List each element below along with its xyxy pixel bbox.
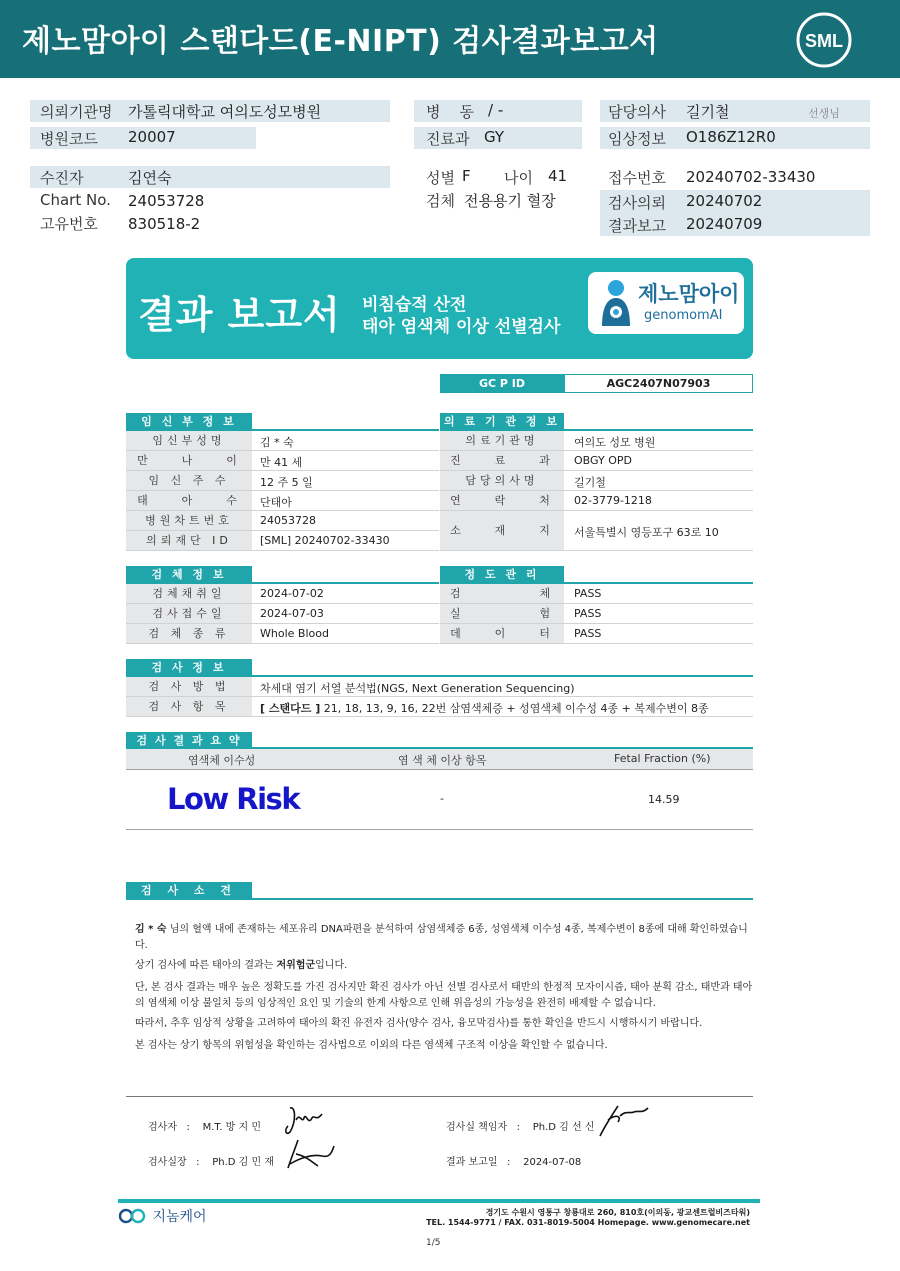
specimen-value: 전용용기 혈장	[464, 192, 556, 210]
row-divider	[440, 643, 753, 644]
row-label: 태 아 수	[126, 491, 252, 510]
recipient-label: 수진자	[40, 169, 84, 187]
ward-label: 병 동	[426, 103, 475, 121]
gcpid-value: AGC2407N07903	[564, 374, 753, 393]
gcpid-label: GC P ID	[440, 374, 564, 393]
request-label: 검사의뢰	[608, 194, 666, 212]
unique-label: 고유번호	[40, 215, 98, 233]
row-label: 데 이 터	[440, 624, 564, 643]
receipt-label: 접수번호	[608, 169, 666, 187]
col-aneuploidy: 염색체 이수성	[188, 754, 256, 767]
row-label: 진 료 과	[440, 451, 564, 470]
row-value: 02-3779-1218	[574, 494, 652, 507]
row-label: 소 재 지	[440, 511, 564, 550]
sml-logo	[796, 12, 852, 68]
row-divider	[126, 769, 753, 770]
row-value: 여의도 성모 병원	[574, 436, 656, 449]
row-label: 담당의사명	[440, 471, 564, 490]
opinion-p3: 단, 본 검사 결과는 매우 높은 정확도를 가진 검사지만 확진 검사가 아닌 선별 검사로서 태반의 한정적 모자이시즘, 태아 분획 감소, 태반과 태아의 염색체 이상 불일치 등의 임상적인 요인 및 기술의 한계 사항으로 인해 위음성의 가능성을 완전히 배제할 수 없습니다.	[135, 982, 753, 1009]
doctor-value: 길기철	[686, 103, 730, 121]
page-number: 1/5	[426, 1238, 441, 1248]
chart-value: 24053728	[128, 192, 205, 210]
tester-label: 검사자 : M.T. 방 지 민	[148, 1122, 262, 1133]
col-abnormal: 염 색 체 이상 항목	[398, 754, 487, 767]
row-value: PASS	[574, 607, 602, 620]
footer-address: 경기도 수원시 영통구 창룡대로 260, 810호(이의동, 광교센트럴비즈타워)	[485, 1208, 750, 1217]
result-banner	[126, 258, 753, 359]
row-label: 의료기관명	[440, 431, 564, 450]
doctor-suffix: 선생님	[808, 107, 840, 120]
method-value: 차세대 염기 서열 분석법(NGS, Next Generation Sequencing)	[260, 682, 575, 695]
row-value: Whole Blood	[260, 627, 329, 640]
footer-contact: TEL. 1544-9771 / FAX. 031-8019-5004 Homepage. www.genomecare.net	[426, 1218, 750, 1227]
report-date-label: 결과보고	[608, 217, 666, 235]
report-title: 제노맘아이 스탠다드(E-NIPT) 검사결과보고서	[22, 24, 659, 59]
age-label: 나이	[504, 169, 533, 187]
row-divider	[126, 716, 753, 717]
row-value: 단태아	[260, 496, 292, 509]
receipt-value: 20240702-33430	[686, 168, 816, 186]
genomom-logo	[588, 272, 744, 334]
row-label: 병원차트번호	[126, 511, 252, 530]
age-value: 41	[548, 167, 568, 185]
row-divider	[440, 550, 753, 551]
summary-title: 검 사 결 과 요 약	[126, 732, 252, 749]
chart-label: Chart No.	[40, 191, 111, 209]
summary-header	[126, 749, 753, 769]
row-value: 김 * 숙	[260, 436, 294, 449]
row-label: 임 신 주 수	[126, 471, 252, 490]
row-value: 12 주 5 일	[260, 476, 313, 489]
row-value: 2024-07-02	[260, 587, 324, 600]
row-label: 만 나 이	[126, 451, 252, 470]
recipient-row	[30, 166, 390, 188]
request-value: 20240702	[686, 192, 763, 210]
clinical-label: 임상정보	[608, 130, 666, 148]
recipient-value: 김연숙	[128, 169, 172, 187]
col-fetal-fraction: Fetal Fraction (%)	[614, 752, 711, 765]
pregnant-info-title: 임 신 부 정 보	[126, 413, 252, 430]
banner-title: 결과 보고서	[138, 293, 341, 337]
report-date: 결과 보고일 : 2024-07-08	[446, 1157, 582, 1168]
genomom-brand: 제노맘아이	[638, 282, 740, 306]
head-signature	[282, 1136, 340, 1172]
row-divider	[126, 550, 439, 551]
row-label: 검 체 종 류	[126, 624, 252, 643]
dept-label: 진료과	[426, 130, 470, 148]
head-label: 검사실장 : Ph.D 김 민 재	[148, 1157, 275, 1168]
risk-result: Low Risk	[167, 782, 300, 816]
patient-name: 김 * 숙	[135, 924, 167, 935]
method-label: 검 사 방 법	[126, 677, 252, 696]
footer-bar	[118, 1199, 760, 1203]
institution-value: 가톨릭대학교 여의도성모병원	[128, 103, 322, 121]
abnormal-value: -	[440, 792, 444, 805]
opinion-title: 검 사 소 견	[126, 882, 252, 899]
genomom-mascot-icon	[594, 278, 638, 328]
genomecare-icon	[118, 1208, 148, 1224]
fetal-fraction-value: 14.59	[648, 793, 680, 806]
opinion-p4: 따라서, 추후 임상적 상황을 고려하여 태아의 확진 유전자 검사(양수 검사, 융모막검사)를 통한 확인을 반드시 시행하시기 바랍니다.	[135, 1018, 703, 1029]
row-value: [SML] 20240702-33430	[260, 534, 390, 547]
opinion-p2	[135, 958, 755, 974]
row-value: PASS	[574, 627, 602, 640]
signature-rule	[126, 1096, 753, 1097]
institution-info-title: 의 료 기 관 정 보	[440, 413, 564, 430]
institution-label: 의뢰기관명	[40, 103, 113, 121]
director-signature	[596, 1100, 652, 1140]
row-label: 임신부성명	[126, 431, 252, 450]
clinical-value: O186Z12R0	[686, 128, 776, 146]
row-divider	[126, 643, 439, 644]
row-divider	[126, 829, 753, 830]
row-label: 연 락 처	[440, 491, 564, 510]
opinion-p5: 본 검사는 상기 항목의 위험성을 확인하는 검사법으로 이외의 다른 염색체 구조적 이상을 확인할 수 없습니다.	[135, 1040, 608, 1051]
row-label: 실 험	[440, 604, 564, 623]
opinion-p2-pre: 상기 검사에 따른 태아의 결과는	[135, 960, 277, 971]
qc-info-title: 정 도 관 리	[440, 566, 564, 583]
specimen-label: 검체	[426, 192, 455, 210]
items-label: 검 사 항 목	[126, 697, 252, 716]
sex-value: F	[462, 167, 471, 185]
opinion-p2-post: 입니다.	[315, 960, 348, 971]
report-date-value: 20240709	[686, 215, 763, 233]
items-bold: [ 스탠다드 ]	[260, 702, 321, 715]
hospital-code-label: 병원코드	[40, 130, 98, 148]
svg-text:SML: SML	[805, 31, 843, 51]
genomecare-name: 지놈케어	[152, 1209, 207, 1225]
row-value: OBGY OPD	[574, 454, 632, 467]
row-value: PASS	[574, 587, 602, 600]
opinion-p1	[135, 922, 755, 954]
row-value: 2024-07-03	[260, 607, 324, 620]
opinion-p1-text: 님의 혈액 내에 존재하는 세포유리 DNA파편을 분석하여 삼염색체증 6종, 성염색체 이수성 4종, 복제수변이 8종에 대해 확인하였습니다.	[135, 924, 748, 951]
row-label: 의뢰재단 ID	[126, 531, 252, 550]
items-value	[260, 700, 709, 716]
specimen-info-title: 검 체 정 보	[126, 566, 252, 583]
report-header-bar	[0, 0, 900, 78]
row-value: 길기철	[574, 476, 606, 489]
opinion-p2-bold: 저위험군	[276, 960, 316, 971]
banner-sub2: 태아 염색체 이상 선별검사	[362, 317, 561, 337]
items-text: 21, 18, 13, 9, 16, 22번 삼염색체증 + 성염색체 이수성 4종 + 복제수변이 8종	[320, 702, 709, 715]
row-label: 검체채취일	[126, 584, 252, 603]
row-label: 검사접수일	[126, 604, 252, 623]
hospital-code-value: 20007	[128, 128, 176, 146]
row-value: 서울특별시 영등포구 63로 10	[574, 526, 719, 539]
genomom-brand-en: genomomAI	[644, 308, 723, 323]
doctor-label: 담당의사	[608, 103, 666, 121]
tester-signature	[282, 1104, 328, 1138]
genomecare-logo	[118, 1206, 207, 1226]
sex-label: 성별	[426, 169, 455, 187]
row-value: 24053728	[260, 514, 316, 527]
row-label: 검 체	[440, 584, 564, 603]
opinion-rule	[126, 898, 753, 900]
unique-value: 830518-2	[128, 215, 201, 233]
test-info-title: 검 사 정 보	[126, 659, 252, 676]
dept-value: GY	[484, 128, 505, 146]
banner-sub1: 비침습적 산전	[362, 295, 467, 315]
row-value: 만 41 세	[260, 456, 303, 469]
ward-value: / -	[488, 101, 504, 119]
director-label: 검사실 책임자 : Ph.D 김 선 신	[446, 1122, 595, 1133]
